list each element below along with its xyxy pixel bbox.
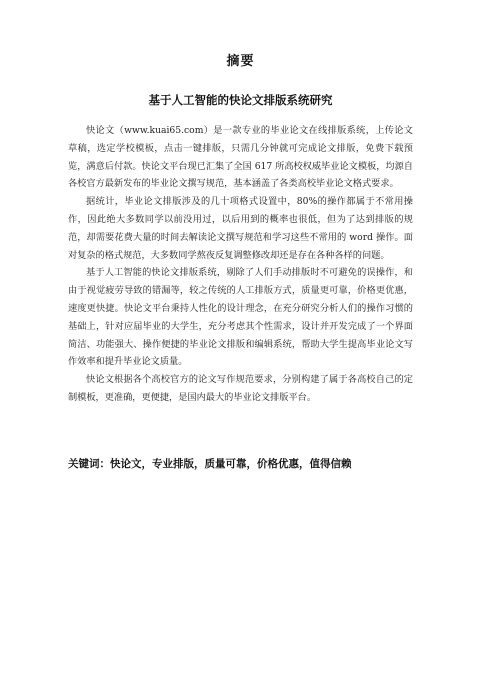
- abstract-body: [68, 122, 413, 407]
- abstract-paragraph-4: 快论文根据各个高校官方的论文写作规范要求，分别构建了属于各高校自己的定制模板，更准确，更便捷，是国内最大的毕业论文排版平台。: [68, 374, 413, 403]
- abstract-paragraph-1: 快论文（www.kuai65.com）是一款专业的毕业论文在线排版系统，上传论文草稿，选定学校模板，点击一键排版，只需几分钟就可完成论文排版，免费下载预览，满意后付款。快论文平台现已汇集了全国 617 所高校权威毕业论文模板，均源自各校官方最新发布的毕业论文撰写规范，基本涵盖了各类高校毕业论文格式要求。: [68, 125, 413, 190]
- abstract-paragraph-2: 据统计，毕业论文排版涉及的几十项格式设置中，80%的操作都属于不常用操作，因此绝大多数同学以前没用过，以后用到的概率也很低，但为了达到排版的规范，却需要花费大量的时间去解读论文撰写规范和学习这些不常用的 word 操作。面对复杂的格式规范，大多数同学熬夜反复调整修改却还是存在各种各样的问题。: [68, 196, 413, 261]
- document-subtitle: 基于人工智能的快论文排版系统研究: [148, 93, 333, 107]
- abstract-paragraph-3: 基于人工智能的快论文排版系统，剔除了人们手动排版时不可避免的误操作，和由于视觉疲劳导致的错漏等，较之传统的人工排版方式，质量更可靠，价格更优惠，速度更快捷。快论文平台秉持人性化的设计理念，在充分研究分析人们的操作习惯的基础上，针对应届毕业的大学生，充分考虑其个性需求，设计并开发完成了一个界面简洁、功能强大、操作便捷的毕业论文排版和编辑系统，帮助大学生提高毕业论文写作效率和提升毕业论文质量。: [68, 267, 413, 368]
- page-title: 摘要: [226, 54, 255, 69]
- keywords-line: 关键词：快论文，专业排版，质量可靠，价格优惠，值得信赖: [68, 458, 352, 470]
